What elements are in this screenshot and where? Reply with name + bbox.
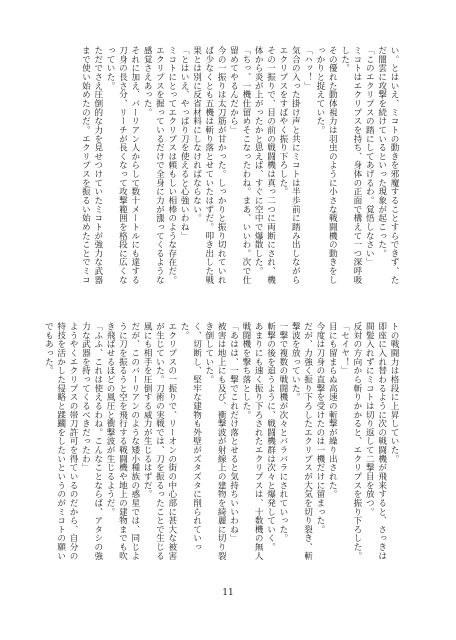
paragraph: 一撃で複数の戦闘機が次々とバラバラにされていった。 [277,322,288,543]
paragraph: だが、力強く振り下ろしたエクリプスが大気を切り裂き、斬撃波を放っていた。 [290,322,313,561]
paragraph: その一振りで、目の前の戦闘機は真っ二つに両断にされ、機体から炎が上がったかと思えば、すぐに空中で爆散した。 [253,46,276,285]
paragraph: それに加え、バーリアン人からして数十メートルにも達する刀身の長さ分、リーチが長くなって攻撃範囲を格段に広くなっていた。 [105,46,140,285]
paragraph: 反対の方向から斬りかかると、エクリプスを振り下ろした。 [351,322,362,561]
paragraph: トの戦闘力は格段に上昇していた。 [389,322,399,464]
paragraph: ただでさえ圧倒的な力を見せつけていたミコトが強力な武器まで使い始めたのだ。エクリプスを振るい始めたことでミコ [80,46,103,285]
paragraph: 「このエクリプスの踏にしてあげるわ。覚悟しなさい」 [364,46,375,267]
paragraph: ようやくエクリプスの帯刀許可を得ているのだから、自分の特技を活かした侵略と蹂躙をしたいというのがミコトの願いでもあった。 [43,322,79,561]
paragraph: 気合の入った掛け声と共にミコトは半歩前に踏み出しながらエクリプスをすばやく振り下ろした。 [277,46,301,285]
paragraph: 今度は刀身の直撃を受けたのは一機だけに留まった。 [314,322,325,534]
text-column-bottom [43,322,400,566]
text-column-top [58,46,400,290]
paragraph: だが、このバーリアンのような矮小種族の惑星では、同じように刀を振るうと空を飛行する戦闘機や地上の建物までも吹き飛ばせるほどの風圧と衝撃波が生じるようだ。 [105,322,140,561]
paragraph: 「あはは、一撃でこれだけ落とせると気持ちいいわね」 [228,322,239,543]
page-number: 11 [222,588,234,598]
paragraph: その優れた動体視力は羽虫のように小さな戦闘機の動きをしっかりと捉えていた。 [314,46,338,285]
paragraph: く、切断し、堅牢な建物も外壁がズタズタに削られていった。 [179,322,202,552]
paragraph: ミコトにとってエクリプスは頼もしい相棒のような存在だ。エクリプスを握っているだけで全身に力が漲ってくるような感覚さえあった。 [142,46,177,285]
paragraph: 「とはいえ、やっぱり刀を使えると心強いわね」 [179,46,190,241]
paragraph: 被害は地上にも及び、衝撃波が射線上の建物を綺麗に切り裂き倒していた。 [203,322,227,561]
paragraph: 今の一振りは太刀筋が甘かった。しっかりと振り切れていれば少なくとも五機は斬り落とせていたはずだ。叩き出した戦果とは別に反省材料にしなければならない。 [191,46,227,285]
paragraph: 「ふふ、これは使えるわね。こんなことならば、アタシの強力な武器を持ってくるべきだったわ」 [80,322,103,561]
paragraph: 目にも留まらぬ高速の斬撃が繰り出された。 [327,322,338,499]
paragraph: 「ちっ、一機仕留めそこなったわね。まあ、いいわ。次で仕留めてやるんだから」 [228,46,251,285]
paragraph: 「ハッ！」 [302,46,313,91]
paragraph: ミコトはエクリプスを持ち、身体の正面で構えて一つ深呼吸した。 [339,46,362,285]
paragraph: 即座に入れ替わるように次の戦闘機が飛来すると、さっきは間髪入れずにミコトは切り返して二撃目を放つ。 [364,322,387,561]
paragraph: 斬撃の後を追うように、戦闘機群は次々と爆発していく。 [265,322,276,552]
paragraph: あまりにも速く振り下ろされたエクリプスは、十数機の無人戦闘機を撃ち落とした。 [240,322,264,561]
paragraph: い。とはいえ、ミコトの動きを邪魔することすらできず、ただ闇雲に攻撃を続けているといった現象が起こった。 [376,46,399,285]
paragraph: エクリプスの一振りで、リーオンの街の中心部に甚大な被害が生じていた。刀術の実戦では、刀を振るったことで生じる風にも相手を圧倒する威力が生じるはずだ。 [142,322,177,561]
paragraph: 「セイヤ！」 [339,322,350,375]
